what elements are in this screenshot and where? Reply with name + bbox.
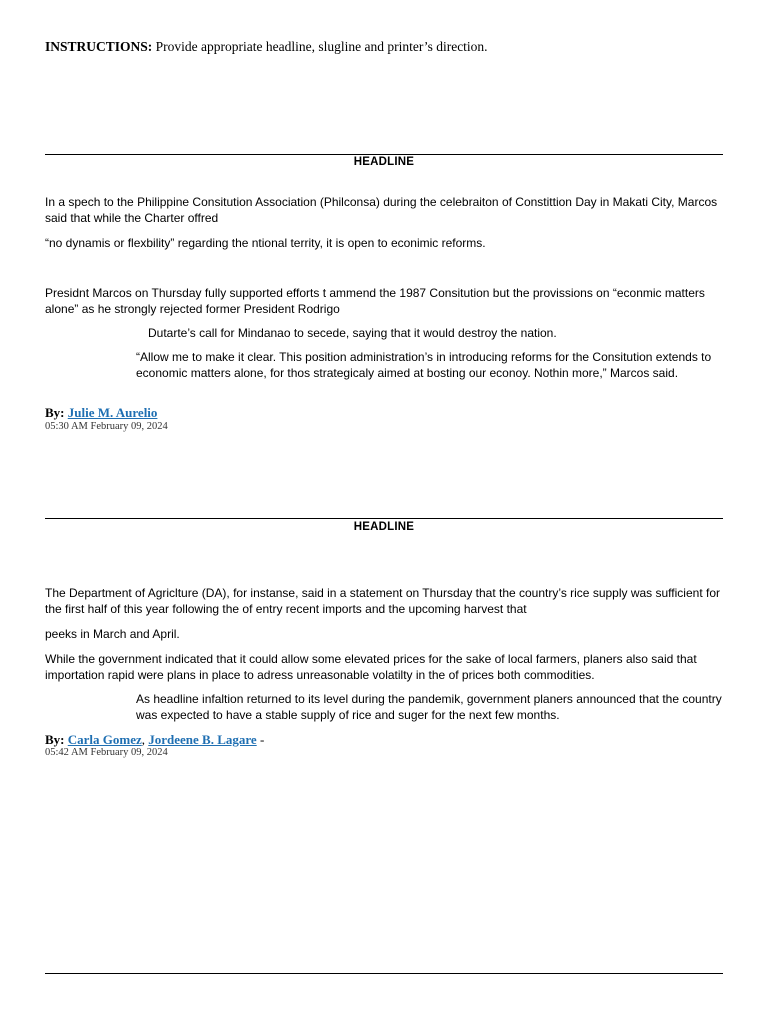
article1-timestamp: 05:30 AM February 09, 2024 xyxy=(45,421,168,432)
page-bottom-rule xyxy=(45,973,723,974)
article1-by-label: By: xyxy=(45,405,65,420)
article2-paragraph-4: As headline infaltion returned to its level during the pandemik, government planers announced that the country was expected to have a stable supply of rice and suger for the next few months. xyxy=(136,692,722,722)
article1-paragraph-4: Dutarte’s call for Mindanao to secede, saying that it would destroy the nation. xyxy=(148,326,557,340)
article2-paragraph-2: peeks in March and April. xyxy=(45,627,180,641)
article2-byline xyxy=(45,732,264,748)
article1-top-rule xyxy=(45,154,723,155)
article1-headline: HEADLINE xyxy=(353,156,415,168)
article1-paragraph-3: Presidnt Marcos on Thursday fully supported efforts t ammend the 1987 Consitution but the provissions on “econmic matters alone” as he strongly rejected former President Rodrigo xyxy=(45,286,705,316)
article2-headline: HEADLINE xyxy=(353,521,415,533)
article1-author-link[interactable]: Julie M. Aurelio xyxy=(67,405,158,420)
article2-paragraph-3: While the government indicated that it could allow some elevated prices for the sake of local farmers, planers also said that importation rapid were plans in place to adress unreasonable volatilty in the of prices both commodities. xyxy=(45,652,697,682)
article2-paragraph-1: The Department of Agriclture (DA), for instanse, said in a statement on Thursday that the country’s rice supply was sufficient for the first half of this year following the of entry recent imports and the upcoming harvest that xyxy=(45,586,720,616)
article2-byline-trailing: - xyxy=(256,732,265,747)
article2-author-link-2[interactable]: Jordeene B. Lagare xyxy=(148,732,257,747)
article2-timestamp: 05:42 AM February 09, 2024 xyxy=(45,747,168,758)
article2-author-separator: , xyxy=(141,732,149,747)
instructions-label: INSTRUCTIONS: xyxy=(45,39,153,54)
instructions-text: Provide appropriate headline, slugline and printer’s direction. xyxy=(152,39,488,54)
article2-top-rule xyxy=(45,518,723,519)
article1-paragraph-1: In a spech to the Philippine Consitution Association (Philconsa) during the celebraiton of Constittion Day in Makati City, Marcos said that while the Charter offred xyxy=(45,195,718,225)
instructions-line xyxy=(45,39,488,55)
article2-by-label: By: xyxy=(45,732,65,747)
article1-quote: “Allow me to make it clear. This position administration’s in introducing reforms for the Consitution extends to economic matters alone, for thos strategicaly aimed at bosting our econoy. Nothin more,” Marcos said. xyxy=(136,350,712,380)
article1-paragraph-2: “no dynamis or flexbility” regarding the ntional territy, it is open to econimic reforms. xyxy=(45,236,486,250)
article2-author-link-1[interactable]: Carla Gomez xyxy=(67,732,142,747)
article1-byline xyxy=(45,405,157,421)
